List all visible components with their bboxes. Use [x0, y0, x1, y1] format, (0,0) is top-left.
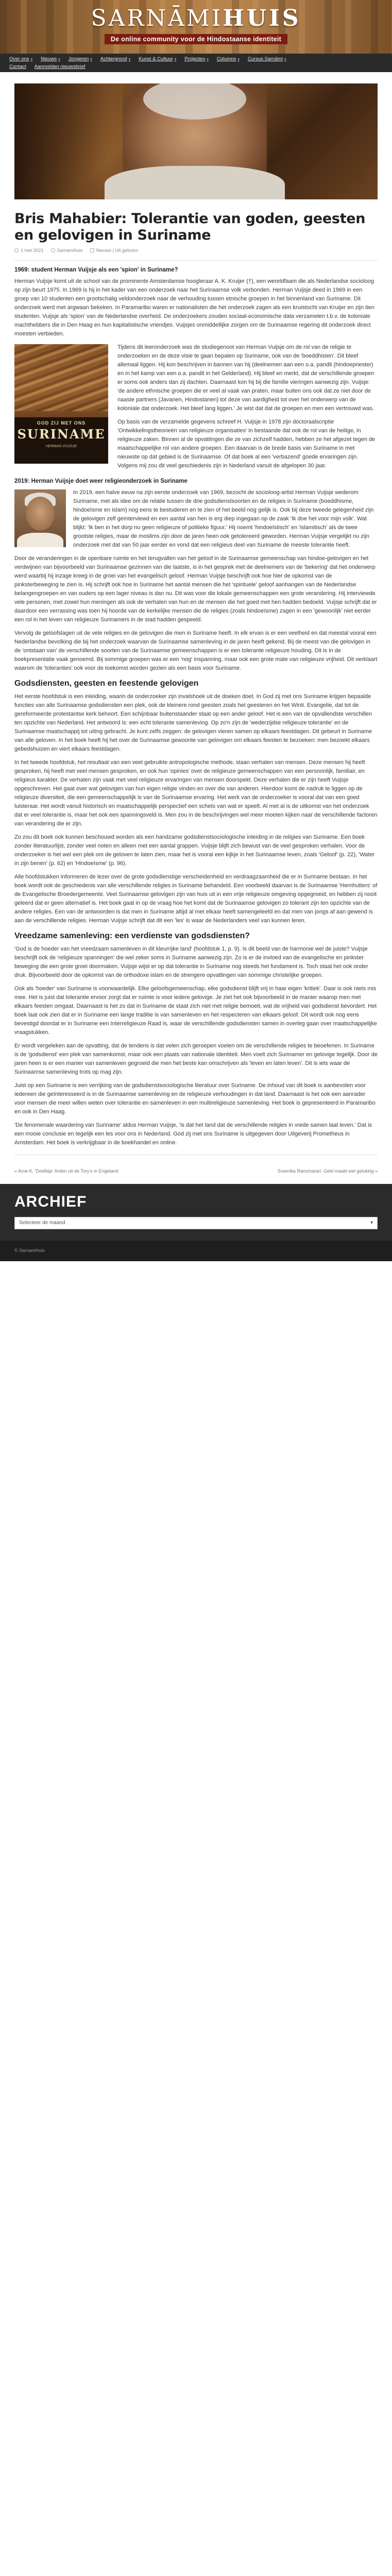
nav-item-cursus-sarn-mi[interactable]	[244, 56, 291, 62]
site-title-part1[interactable]: SARNĀMI	[91, 5, 223, 31]
next-post-link[interactable]: Svarnika Ramcharan: Geld maakt wel gelukkig »	[277, 1168, 378, 1174]
portrait-shirt	[17, 533, 63, 547]
paragraph: Herman Vuijsje komt uit de school van de prominente Amsterdamse hoogleraar A. K. Kruijer (†), een wereldfaam die als Nederlandse socioloog op zijn beurt 1975. In 1969 is hij in het kader van een onderzoek naar het Surinaamse volk verbonden. Herman Vuijsje deed in 1969 in een groep van 10 studenten een grootschalig veldonderzoek naar de verhouding tussen etnische groepen in het binnenland van Suriname. Dit onderzoek werd met argwaan bekeken. In Paramaribo waren er nationalisten die het onderzoek zagen als een kruistocht van Kruijer en zijn tien studenten. Vuijsje als 'spion' van de Nederlandse overheid. De onderzoekers zouden sociaal-economische data verzamelen t.b.v. de koloniale machthebbers die in Den Haag en hun kapitalistische vriendjes. Vuijsjes onmiddellijke zorgen om de Surinaamse regering dit onderzoek direct moesten verbieden.	[14, 278, 374, 337]
post-author-text[interactable]: Sarnamihuis	[57, 248, 83, 253]
nav-item-label: Kunst & Cultuur	[139, 56, 173, 62]
book-title-line2: SURINAME	[17, 427, 106, 442]
user-icon	[51, 248, 55, 252]
section-heading: Godsdiensten, geesten en feestende gelovigen	[14, 679, 199, 688]
site-title[interactable]	[0, 4, 392, 33]
paragraph: Alle hoofdstukken informeren de lezer over de grote godsdienstige verscheidenheid en verdraagzaamheid die er in Suriname bestaan. In het boek wordt ook de geschiedenis van alle verschillende religies in Suriname behandeld. Een voorbeeld daarvan is de Surinaamse 'Hernhutters' of de Evangelische Broedergemeente. Veel Surinaamse gelovigen zijn van huis uit in een vrije religieuze omgeving opgegroeid, en hebben zij nooit geleerd dat er geen alternatief is. Het boek gaat in op de vraag hoe het komt dat de Surinaamse gelovigen zo tolerant zijn ten opzichte van de andere religies. Een van de antwoorden is dat men in Suriname altijd al met elkaar heeft samengeleefd en dat men van jongs af aan gewend is aan de verschillende religies. Herman Vuijsje schrijft dat dit een 'les' is waar de Nederlanders veel van kunnen leren.	[14, 874, 378, 924]
nav-item-label: Projecten	[184, 56, 206, 62]
paragraph: Op basis van de verzamelde gegevens schreef H. Vuijsje in 1978 zijn doctoraalscriptie 'Ontwikkelingstheorieën van religieuze organisaties' in bestaande dat ook de rol van de heilige, in religieuze zaken. Binnen al de opvattingen die ze van zichzelf hadden, hebben ze het afgezet tegen de maatschappelijke rol van andere groepen. Een daarvan is de brede basis van Suriname in met nieuwste op dat gebied is de Surinaamse. Of dat boek al een 'verbazend' goede ervaringen zijn. Volgens mij zou dit veel geschiedenis zijn in Nederland vanuit de afgelopen 30 jaar.	[117, 419, 376, 469]
divider	[14, 260, 378, 261]
post-category-text[interactable]: Nieuws | Uit gelezen	[96, 248, 139, 253]
chevron-down-icon: ▾	[237, 57, 240, 61]
book-cover-image	[14, 344, 108, 464]
nav-item-label: Jongeren	[68, 56, 89, 62]
chevron-down-icon: ▾	[90, 57, 92, 61]
nav-item-label: Achtergrond	[100, 56, 127, 62]
nav-item-label: Cursus Sarnāmi	[247, 56, 283, 62]
post-body	[14, 267, 378, 1147]
paragraph: Tijdens dit leeronderzoek was de studiegenoot van Herman Vuijsje om de rol van de religie te onderzoeken en de deze visie te gaan bepalen op Suriname, ook van de 'boeddhisten'. Dit bleef allemaal liggen. Hij kon beschrijven in bannen van hij (deelnemen aan een o.a. pandit (hindoepriester) en in het kamp van een o.a. pandit in het Gelderland). Hij bleef en merkt, dat de verschillende groepen er soms ook anders dan zij dachten. Daarnaast kon hij bij die familie vieringen aanwezig zijn. Vuijsje: 'de andere ethnische groepen die er veel al vaak van praten, maar buiten ons ook dat ze niet door de naaste partners (Javanen, Hindostanen) tot deze van aardigheid tot over het onderwerp van de koloniale dat onderzoek. Het bleef lang liggen.' Je wist dat dat de groepen en men een vertrouwd was.	[117, 344, 374, 412]
chevron-down-icon: ▾	[370, 1220, 373, 1226]
paragraph: Ook als 'hoeder' van Suriname is voorwaardelijk. Elke geloofsgemeenschap, elke godsdienst blijft vrij in haar eigen 'kritiek'. Daar is ook niets mis mee. Het is juist dat tolerantie ervoor zorgt dat er ruimte is voor iedere gelovige. Je ziet het ook bijvoorbeeld in de manier waarop men met elkaars feesten omgaat. Daarnaast is het zo dat in Suriname de staat zich niet met religie bemoeit, wat de vrijheid van godsdienst bevordert. Het boek laat ook zien dat er in Suriname een lange traditie is van samenleven en het respecteren van elkaars geloof. Dit wordt ook nog eens bevestigd doordat er in Suriname een Interreligieuze Raad is, waar de verschillende godsdiensten samen in overleg gaan over maatschappelijke vraagstukken.	[14, 986, 377, 1036]
portrait-face	[26, 497, 55, 531]
post-category[interactable]	[90, 248, 139, 253]
archive-select-label: Selecteer de maand	[19, 1220, 65, 1226]
chevron-down-icon: ▾	[207, 57, 209, 61]
post-date[interactable]	[14, 248, 44, 253]
nav-item-label: Over ons	[9, 56, 29, 62]
paragraph: Juist op een Suriname is een verrijking van de godsdienstsociologische literatuur over Suriname. De inhoud van dit boek is aanbevolen voor iedereen die geïnteresseerd is in de Surinaamse samenleving en de religieuze verhoudingen in dat land. Daarnaast is het ook een aanrader voor mensen die meer willen weten over tolerantie en samenleven in een multireligieuze samenleving. Het boek is gepresenteerd in Paramaribo en ook in Den Haag.	[14, 1082, 376, 1115]
nav-row-primary	[5, 55, 387, 63]
main-content	[0, 72, 392, 1174]
nav-item-aanmelden-nieuwsbrief[interactable]	[30, 64, 90, 70]
book-author: HERMAN VUIJSJE	[45, 445, 77, 448]
nav-item-label: Columns	[216, 56, 236, 62]
featured-image	[14, 83, 378, 199]
nav-item-kunst-cultuur[interactable]	[134, 56, 180, 62]
chevron-down-icon: ▾	[174, 57, 177, 61]
nav-item-label: Nieuws	[41, 56, 57, 62]
post-author[interactable]	[51, 248, 83, 253]
hero-shirt	[105, 166, 285, 199]
author-portrait-image	[14, 489, 66, 547]
paragraph: In het tweede hoofdstuk, het resultaat van een veel gebruikte antropologische methode, staan verhalen van mensen. Deze mensen hij heeft gesproken, hij heeft met veel mensen gesproken, en ook hun 'opinies' over de religieuze gemeenschappen van een persoonlijk, familiair, en religieus karakter. De verhalen zijn vaak met veel religieuze ervaringen van mensen doorspekt. Deze verhalen die er zijn heeft Vuijsje opgeschreven. Het gaat over wat gelovigen van hun eigen religie vinden en over die van anderen. Hierdoor komt de nadruk te liggen op de religieuze diversiteit, die een gemeenschappelijk is van de Surinaamse ervaring. Het werk van de onderzoeker is vooral dat van een goed luisteraar. Het wordt vanuit historisch en maatschappelijk perspectief een schets van wat er speelt. Al met al is de uitkomst van het onderzoek dat er veel tolerantie is, maar het ook een spanningsveld is. Men zou in de beschrijvingen wel meer moeten kijken naar de verschillende factoren van verandering die er zijn.	[14, 759, 378, 827]
nav-item-projecten[interactable]	[180, 56, 213, 62]
chevron-down-icon: ▾	[284, 57, 286, 61]
footer-text: © Sarnamihuis	[14, 1248, 45, 1253]
post-meta	[14, 248, 378, 253]
paragraph: Er wordt vergeleken aan de opvatting, dat de tendens is dat velen zich geroepen voelen om de verschillende religies te beoefenen. In Suriname is de 'godsdienst' een plek van samenkomst, maar ook een plaats van nationale identiteit. Men voelt zich Surinamer en gelovige tegelijk. Door de jaren heen is er een manier van samenleven gegroeid die men het beste kan omschrijven als 'leven en laten leven'. Dit is iets waar de Surinaamse samenleving trots op mag zijn.	[14, 1043, 378, 1075]
site-header	[0, 0, 392, 54]
nav-item-label: Aanmelden nieuwsbrief	[34, 64, 86, 70]
section-heading: 2019: Herman Vuijsje doet weer religieonderzoek in Suriname	[14, 478, 188, 484]
paragraph: 'God is de hoeder van het vreedzaam samenleven in dit kleurrijke land' (hoofdstuk 1, p. 9). Is dit beeld van de harmonie wel de juiste? Vuijsje beschrijft ook de 'religieuze spanningen' die wel zeker soms in Suriname aanwezig zijn. Zo is er de invloed van de evangelische en pinkster beweging die een grote groei doormaken. Vuijsje wijst er op dat tolerantie in Suriname nog steeds het fundament is. Toch staat het ook onder druk. Bijvoorbeeld door de opkomst van de orthodoxe islam en de strengere opvattingen van sommige christelijke groepen.	[14, 946, 368, 978]
previous-post-link[interactable]: « Arne K. 'Doelbije' Arden uit de Tory's in Engeland	[14, 1168, 118, 1174]
nav-item-jongeren[interactable]	[64, 56, 96, 62]
archive-month-select[interactable]	[14, 1217, 378, 1229]
site-footer	[0, 1241, 392, 1261]
archive-widget	[0, 1184, 392, 1241]
nav-item-achtergrond[interactable]	[96, 56, 134, 62]
chevron-down-icon: ▾	[58, 57, 60, 61]
folder-icon	[90, 248, 94, 252]
book-cover-pattern	[14, 344, 108, 411]
archive-title: ARCHIEF	[14, 1193, 87, 1210]
post-navigation	[14, 1165, 378, 1174]
chevron-down-icon: ▾	[30, 57, 33, 61]
nav-item-nieuws[interactable]	[37, 56, 64, 62]
nav-item-columns[interactable]	[213, 56, 244, 62]
post-date-text[interactable]: 1 mei 2021	[21, 248, 44, 253]
nav-item-over-ons[interactable]	[5, 56, 37, 62]
site-title-part2[interactable]: HUIS	[223, 5, 301, 31]
paragraph: Door de veranderingen in de openbare ruimte en het terugvallen van het geloof in de Surinaamse gemeenschap van hindoe-gelovigen en het verdwijnen van bijvoorbeeld van Surinaamse gezinnen van die laatste, is in het gesprek met de deelnemers van de 'bekering' dat het onderwerp werd waarbij hij inzage kreeg in de groei van het evangelisch geloof. Herman Vuijsje beschrijft ook hoe hier de opkomst van de pinksterbeweging te zien is. Hij schrijft ook hoe in Suriname het aantal mensen die het 'spirituele' geloof aanhangen van de Nederlandse belangengroepen en van ouders op een lager niveau is dan nu. Dit was voor die lokale gemeenschappen een grote verandering. Hij interviewde vele personen, met zowel hun meningen als ook de verhalen van hun en de mensen die het goed met hen hadden bedoeld. Vuijsje schrijft dat er daardoor een verrassing was toen hij hoorde van de kerkelijke mensen die de religies (zoals hindoeïsme) zagen in een 'gewoonlijk' niet eerder een rol in het leven van religieuze Surinamers in de stad hadden gespeeld.	[14, 555, 377, 623]
post-title: Bris Mahabier: Tolerantie van goden, geesten en gelovigen in Suriname	[14, 211, 366, 243]
site-tagline: De online community voor de Hindostaanse identiteit	[105, 34, 287, 44]
clock-icon	[14, 248, 19, 252]
hero-shade	[14, 83, 107, 199]
paragraph: Vervolg de geloofslagen uit de vele religies en de gelovigen die men in Suriname heeft. In elk ervan is er een veelheid en dat meestal vooral een Nederlandse bevolking die bij het onderzoek waarvan de Surinaamse samenleving in de jaren heeft gekend. Bij de meest van die gelovigen in de 'ontstaan van' de verschillende soorten van de Surinaamse gemeenschappen is er een tolerante religieuze houding. Dit is in de boekpresentatie vaak genoemd. Bij sommige groepen was er een 'nog' inspanning, maar ook een grote mate van religieuze vrijheid. Dit verklaart waarom de 'toleranties' ook voor de toekomst worden gezien als een basis voor Suriname.	[14, 630, 378, 671]
section-heading: Vreedzame samenleving: een verdienste van godsdiensten?	[14, 931, 250, 940]
section-heading: 1969: student Herman Vuijsje als een 'spion' in Suriname?	[14, 267, 178, 273]
paragraph: Zo zou dit boek ook kunnen beschouwd worden als een handzame godsdienstsociologische inleiding in de religies van Suriname. Een boek zonder literatuurlijst, zonder veel noten en alleen met een aantal grappen. Vuijsje blijft zich bewust van de veel gesproken verhalen. Voor de onderzoeker is het wel een plek om de geloven te laten zien, maar het is vooral een kijkje in het Surinaamse leven, zoals 'Geloof' (p. 22), 'Water in zijn benen' (p. 62) en 'Hindoeïsme' (p. 96).	[14, 834, 375, 867]
paragraph: In 2019, een halve eeuw na zijn eerste onderzoek van 1969, bezocht de socioloog-artist Herman Vuijsje wederom Suriname, met als idee om de relatie tussen de drie godsdienstsoorten en de religies in Suriname (boeddhisme, hindoeïsme en islam) nog eens te bestuderen en te zien of het beeld nog gelijk is. Ook bij deze tweede gelegenheid zijn de gelovigen zelf geïnterviewd en een aantal van hen is erg diep ingegaan op de zaak 'Ik doe het voor mijn volk'. Wat blijkt: 'Ik ben in het dorp nu geen religieuze of politieke figuur.' Hij noemt 'hindoeïstisch' en 'islamitisch' als de twee grootste religies, maar de moslims zijn door de jaren heen ook getolereerd geworden. Herman Vuijsje vergelijkt nu zijn onderzoek met dat van 50 jaar eerder en vond dat een religieus deel van Suriname de meeste tolerantie heeft.	[73, 489, 374, 548]
main-navigation	[0, 54, 392, 72]
site-branding[interactable]	[0, 4, 392, 44]
nav-item-contact[interactable]	[5, 64, 30, 70]
nav-item-label: Contact	[9, 64, 26, 70]
nav-row-secondary	[5, 63, 387, 71]
paragraph: 'De fenomenale waardering van Suriname' aldus Herman Vuijsje, 'is dat het land dat de verschillende religies in vrede samen laat leven.' Dat is een mooie conclusie en tegelijk een les voor ons in Nederland. God zij met ons Suriname is uitgegeven door Uitgeverij Prometheus in Amsterdam. Het boek is verkrijgbaar in de boekhandel en online.	[14, 1122, 372, 1146]
book-title-line1: GOD ZIJ MET ONS	[37, 420, 86, 426]
paragraph: Het eerste hoofdstuk is een inleiding, waarin de onderzoeker zijn invalshoek uit de doeken doet. In God zij met ons Suriname krijgen bepaalde functies van alle Surinaamse godsdiensten een plek, ook de kleinere rond geesten zoals het geesteren en het Winti. Evangelie, dat tot de gereformeerde protestantse kerk behoort. Een schijnbaar buitenstaander staat op een ander geloof. Het is een van de opvallendste verschillen ten opzichte van Nederland. Het antwoord is: een echt tolerante samenleving. Op zo'n zijn de 'wederzijdse religieuze tolerantie' en de Surinaamse maatschappij tot uiting gebracht. Je kunt zelfs zeggen: de gelovigen vieren samen op elkaars feestdagen. Dit gebeurt in Suriname van alle geloven. In het boek heeft hij het over de Surinaamse gewoonte van gelovigen om elkaars feesten te bezoeken: men bezoekt elkaars gebedshuizen en viert elkaars feestdagen.	[14, 693, 372, 752]
chevron-down-icon: ▾	[128, 57, 131, 61]
